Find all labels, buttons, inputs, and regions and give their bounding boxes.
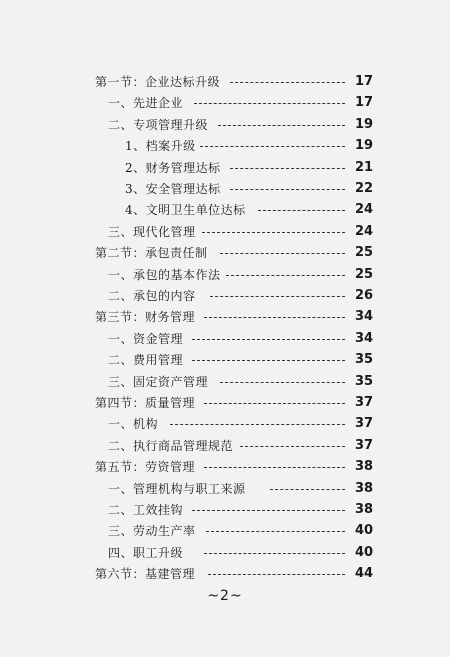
dot-leader [192, 360, 345, 361]
toc-entry[interactable] [0, 543, 450, 563]
toc-entry-page: 40 [355, 523, 374, 539]
dot-leader [200, 146, 345, 147]
dot-leader [208, 574, 345, 575]
dot-leader [220, 382, 345, 383]
toc-entry-title: 二、承包的内容 [108, 289, 196, 303]
toc-entry[interactable] [0, 93, 450, 113]
toc-entry-page: 26 [355, 288, 374, 303]
toc-entry-page: 25 [355, 245, 374, 261]
toc-entry[interactable] [0, 350, 450, 370]
toc-entry-page: 19 [355, 138, 374, 154]
toc-entry-title: 一、管理机构与职工来源 [108, 481, 246, 496]
dot-leader [230, 189, 345, 190]
toc-entry[interactable] [0, 307, 450, 327]
toc-entry-title: 三、固定资产管理 [108, 374, 209, 389]
dot-leader [230, 82, 345, 83]
toc-entry-page: 22 [355, 181, 374, 196]
dot-leader [240, 446, 345, 447]
dot-leader [218, 125, 345, 126]
toc-entry-page: 35 [355, 373, 374, 389]
dot-leader [204, 553, 345, 554]
toc-entry[interactable] [0, 200, 450, 220]
toc-entry[interactable] [0, 500, 450, 520]
dot-leader [270, 489, 345, 490]
toc-entry-title: 四、职工升级 [108, 545, 184, 560]
toc-entry-page: 35 [355, 352, 374, 368]
dot-leader [204, 317, 345, 318]
toc-entry[interactable] [0, 436, 450, 456]
toc-entry[interactable] [0, 136, 450, 156]
toc-entry-title: 三、劳动生产率 [108, 524, 196, 539]
toc-entry[interactable] [0, 393, 450, 413]
toc-entry-title: 一、资金管理 [108, 331, 184, 346]
toc-entry[interactable] [0, 521, 450, 541]
toc-entry[interactable] [0, 179, 450, 199]
dot-leader [192, 510, 345, 511]
toc-entry-page: 24 [355, 202, 374, 218]
toc-entry-title: 1、档案升级 [125, 139, 196, 154]
dot-leader [226, 275, 345, 276]
toc-entry[interactable] [0, 115, 450, 135]
toc-entry-page: 44 [355, 566, 374, 582]
toc-entry[interactable] [0, 479, 450, 499]
toc-entry-page: 37 [355, 395, 374, 410]
dot-leader [204, 403, 345, 404]
toc-entry[interactable] [0, 222, 450, 242]
toc-entry-page: 34 [355, 330, 374, 346]
toc-entry-page: 19 [355, 116, 374, 132]
toc-entry-page: 21 [355, 159, 374, 175]
toc-entry-page: 37 [355, 437, 374, 453]
toc-entry-title: 第六节：基建管理 [95, 567, 196, 582]
toc-entry-title: 二、执行商品管理规范 [108, 438, 234, 453]
dot-leader [230, 168, 345, 169]
toc-entry-page: 40 [355, 544, 374, 560]
toc-entry-page: 34 [355, 309, 374, 325]
page-number: ~2~ [207, 588, 243, 604]
toc-entry-title: 第五节：劳资管理 [95, 460, 196, 475]
dot-leader [202, 232, 345, 233]
toc-entry-page: 38 [355, 480, 374, 496]
toc-entry[interactable] [0, 265, 450, 285]
toc-entry-page: 38 [355, 502, 374, 517]
toc-entry[interactable] [0, 72, 450, 92]
toc-entry-title: 二、专项管理升级 [108, 117, 209, 132]
toc-entry-title: 第三节：财务管理 [95, 310, 196, 325]
toc-entry-page: 25 [355, 266, 374, 282]
toc-entry-title: 2、财务管理达标 [125, 160, 221, 175]
toc-entry[interactable] [0, 414, 450, 434]
toc-entry-title: 一、先进企业 [108, 96, 184, 111]
dot-leader [170, 424, 345, 425]
toc-entry-page: 37 [355, 416, 374, 432]
toc-entry-title: 二、工效挂钩 [108, 503, 184, 517]
toc-entry-page: 24 [355, 223, 374, 239]
dot-leader [204, 467, 345, 468]
toc-entry[interactable] [0, 564, 450, 584]
dot-leader [258, 210, 345, 211]
dot-leader [194, 103, 345, 104]
dot-leader [210, 296, 345, 297]
dot-leader [220, 253, 345, 254]
dot-leader [192, 339, 345, 340]
toc-entry[interactable] [0, 158, 450, 178]
toc-entry-page: 38 [355, 459, 374, 475]
toc-entry-title: 第二节：承包责任制 [95, 246, 208, 261]
toc-entry-page: 17 [355, 74, 374, 89]
toc-entry-title: 第一节：企业达标升级 [95, 75, 221, 89]
dot-leader [206, 531, 345, 532]
toc-entry[interactable] [0, 457, 450, 477]
toc-entry-title: 3、安全管理达标 [125, 182, 221, 196]
toc-entry-title: 三、现代化管理 [108, 224, 196, 239]
toc-entry[interactable] [0, 286, 450, 306]
toc-entry-title: 4、文明卫生单位达标 [125, 203, 246, 218]
toc-entry-title: 一、机构 [108, 417, 159, 432]
toc-entry[interactable] [0, 243, 450, 263]
toc-entry-title: 第四节：质量管理 [95, 396, 196, 410]
toc-entry-title: 一、承包的基本作法 [108, 267, 221, 282]
toc-entry[interactable] [0, 372, 450, 392]
toc-entry-title: 二、费用管理 [108, 353, 184, 368]
toc-entry-page: 17 [355, 95, 374, 111]
toc-entry[interactable] [0, 329, 450, 349]
